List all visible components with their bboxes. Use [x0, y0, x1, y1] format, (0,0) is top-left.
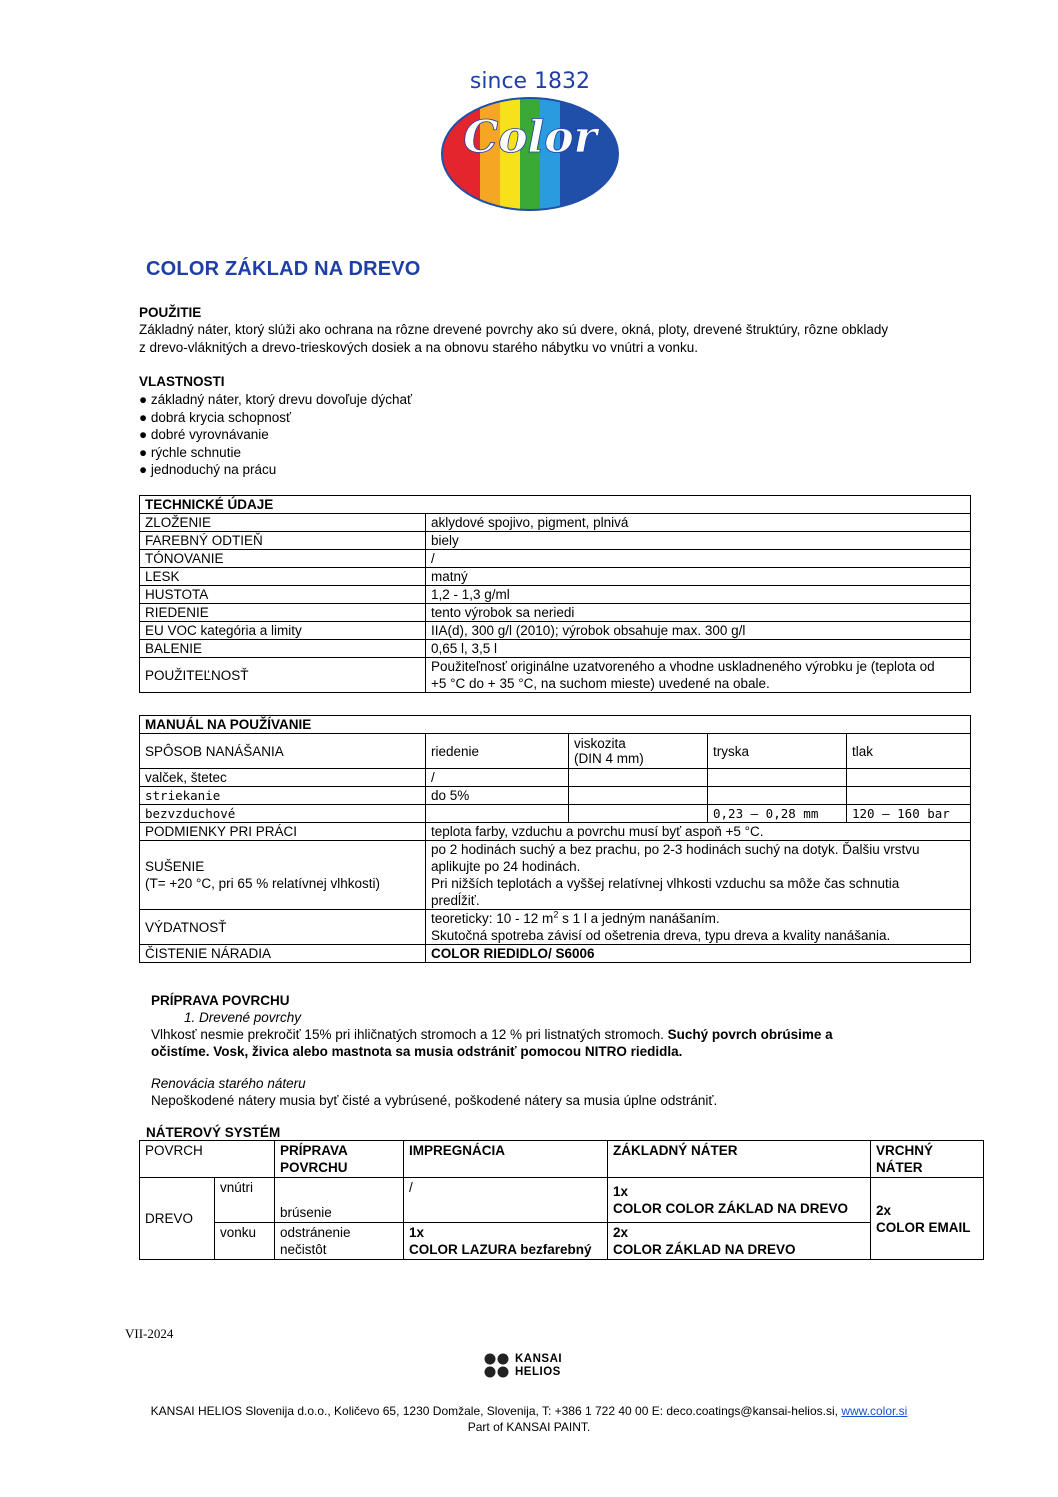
row-pressure	[847, 787, 971, 805]
viscosity-unit: (DIN 4 mm)	[574, 751, 644, 766]
row-method: bezvzduchové	[140, 805, 426, 823]
coverage-label: VÝDATNOSŤ	[140, 910, 426, 945]
drying-sublabel: (T= +20 °C, pri 65 % relatívnej vlhkosti)	[145, 876, 380, 891]
header-nozzle: tryska	[708, 734, 847, 769]
row-label: POUŽITEĽNOSŤ	[140, 658, 426, 693]
row-dilution: /	[426, 769, 569, 787]
col-top	[870, 1141, 983, 1178]
usage-line-1: Základný náter, ktorý slúži ako ochrana na rôzne drevené povrchy ako sú dvere, okná, ploty, drevené štruktúry, rôzne obklady	[139, 322, 889, 337]
col-label: VRCHNÝ	[875, 1143, 933, 1158]
coverage-line-1	[431, 910, 965, 927]
header-pressure: tlak	[847, 734, 971, 769]
row-value: aklydové spojivo, pigment, plnivá	[426, 514, 971, 532]
preparation-bold-text: Suchý povrch obrúsime a	[663, 1027, 833, 1042]
cleaning-label: ČISTENIE NÁRADIA	[140, 945, 426, 963]
technical-heading: TECHNICKÉ ÚDAJE	[140, 496, 971, 514]
row-label: TÓNOVANIE	[140, 550, 426, 568]
usability-line-1: Použiteľnosť originálne uzatvoreného a vhodne uskladneného výrobku je (teplota od	[431, 659, 935, 674]
technical-data-table	[139, 495, 971, 693]
svg-text:since 1832: since 1832	[469, 69, 591, 94]
table-row	[140, 1223, 984, 1260]
row-dilution: do 5%	[426, 787, 569, 805]
row-pressure	[847, 769, 971, 787]
product-title: COLOR ZÁKLAD NA DREVO	[146, 258, 421, 280]
usage-heading: POUŽITIE	[139, 305, 202, 320]
coverage-line-2: Skutočná spotreba závisí od ošetrenia dreva, typu dreva a kvality nanášania.	[431, 928, 891, 943]
table-row	[140, 787, 971, 805]
property-item: ● jednoduchý na prácu	[139, 462, 277, 477]
prep-inside: brúsenie	[274, 1178, 403, 1223]
brand-line-1: KANSAI	[515, 1353, 563, 1365]
row-viscosity	[569, 769, 708, 787]
header-viscosity	[569, 734, 708, 769]
coat-count: 2x	[612, 1225, 629, 1240]
row-label: RIEDENIE	[140, 604, 426, 622]
renovation-heading: Renovácia starého náteru	[151, 1076, 306, 1091]
system-header-row	[140, 1141, 984, 1178]
row-value: 1,2 - 1,3 g/ml	[426, 586, 971, 604]
row-value: 0,65 l, 3,5 l	[426, 640, 971, 658]
coverage-text: teoreticky: 10 - 12 m	[431, 911, 554, 926]
viscosity-label: viskozita	[574, 736, 626, 751]
address-text: KANSAI HELIOS Slovenija d.o.o., Količevo 65, 1230 Domžale, Slovenija, T: +386 1 722 40 00 E: deco.coatings@kansai-helios.si,	[150, 1404, 842, 1418]
coat-count: 1x	[408, 1225, 425, 1240]
row-value: IIA(d), 300 g/l (2010); výrobok obsahuje max. 300 g/l	[426, 622, 971, 640]
table-row	[140, 640, 971, 658]
col-label: POVRCHU	[279, 1160, 348, 1175]
table-row	[140, 805, 971, 823]
coat-name: COLOR ZÁKLAD NA DREVO	[612, 1242, 796, 1257]
table-row	[140, 550, 971, 568]
table-row	[140, 823, 971, 841]
row-value: matný	[426, 568, 971, 586]
coat-name: COLOR EMAIL	[875, 1219, 971, 1235]
col-surface: POVRCH	[140, 1141, 275, 1178]
col-label: PRÍPRAVA	[279, 1143, 348, 1158]
drying-line: aplikujte po 24 hodinách.	[431, 859, 581, 874]
impregnation-outside	[403, 1223, 607, 1260]
row-dilution	[426, 805, 569, 823]
row-nozzle	[708, 787, 847, 805]
manual-header-row	[140, 734, 971, 769]
prep-text: nečistôt	[279, 1242, 327, 1257]
row-viscosity	[569, 805, 708, 823]
property-item: ● základný náter, ktorý drevu dovoľuje dýchať	[139, 392, 413, 407]
document-date: VII-2024	[125, 1326, 174, 1341]
manual-heading: MANUÁL NA POUŽÍVANIE	[140, 716, 971, 734]
conditions-label: PODMIENKY PRI PRÁCI	[140, 823, 426, 841]
row-nozzle: 0,23 – 0,28 mm	[708, 805, 847, 823]
row-method: striekanie	[140, 787, 426, 805]
coverage-sup: 2	[553, 909, 559, 920]
table-row	[140, 841, 971, 910]
table-row	[140, 604, 971, 622]
preparation-text: Vlhkosť nesmie prekročiť 15% pri ihličnatých stromoch a 12 % pri listnatých stromoch.	[151, 1027, 664, 1042]
svg-text:Color: Color	[463, 112, 597, 163]
kansai-helios-logo	[483, 1353, 562, 1379]
prep-outside	[274, 1223, 403, 1260]
base-outside	[607, 1223, 870, 1260]
properties-list	[139, 391, 412, 479]
impregnation-inside: /	[403, 1178, 607, 1223]
usability-line-2: +5 °C do + 35 °C, na suchom mieste) uvedené na obale.	[431, 676, 770, 691]
drying-label: SUŠENIE	[145, 859, 205, 874]
top-coat	[870, 1178, 983, 1260]
header-method: SPÔSOB NANÁŠANIA	[140, 734, 426, 769]
preparation-text-2: očistíme. Vosk, živica alebo mastnota sa musia odstrániť pomocou NITRO riedidla.	[151, 1044, 683, 1059]
preparation-text-1	[151, 1026, 833, 1043]
col-preparation	[274, 1141, 403, 1178]
system-heading: NÁTEROVÝ SYSTÉM	[146, 1125, 281, 1140]
drying-label-cell	[140, 841, 426, 910]
row-label: EU VOC kategória a limity	[140, 622, 426, 640]
property-item: ● dobré vyrovnávanie	[139, 427, 269, 442]
row-label: BALENIE	[140, 640, 426, 658]
drying-line: po 2 hodinách suchý a bez prachu, po 2-3 hodinách suchý na dotyk. Ďalšiu vrstvu	[431, 842, 920, 857]
preparation-heading: PRÍPRAVA POVRCHU	[151, 993, 290, 1008]
row-value: biely	[426, 532, 971, 550]
row-value	[426, 658, 971, 693]
col-label: NÁTER	[875, 1160, 923, 1175]
color-logo	[440, 62, 620, 212]
row-nozzle	[708, 769, 847, 787]
table-row	[140, 1178, 984, 1223]
coat-name: COLOR LAZURA bezfarebný	[408, 1242, 592, 1257]
footer-part-of: Part of KANSAI PAINT.	[467, 1420, 591, 1434]
row-value: /	[426, 550, 971, 568]
drying-value	[426, 841, 971, 910]
coverage-value	[426, 910, 971, 945]
coverage-text: s 1 l a jedným nanášaním.	[558, 911, 720, 926]
footer-address	[0, 1403, 1058, 1420]
coat-count: 1x	[612, 1184, 629, 1199]
table-row	[140, 910, 971, 945]
drying-line: predĺžiť.	[431, 893, 480, 908]
conditions-value: teplota farby, vzduchu a povrchu musí byť aspoň +5 °C.	[426, 823, 971, 841]
table-row	[140, 622, 971, 640]
table-row	[140, 514, 971, 532]
col-base: ZÁKLADNÝ NÁTER	[607, 1141, 870, 1178]
property-item: ● dobrá krycia schopnosť	[139, 409, 292, 425]
properties-heading: VLASTNOSTI	[139, 374, 225, 389]
table-row	[140, 568, 971, 586]
table-row	[140, 945, 971, 963]
row-label: HUSTOTA	[140, 586, 426, 604]
row-label: LESK	[140, 568, 426, 586]
outside-label: vonku	[215, 1223, 275, 1260]
coating-system-table	[139, 1140, 984, 1260]
row-label: ZLOŽENIE	[140, 514, 426, 532]
coat-name: COLOR COLOR ZÁKLAD NA DREVO	[612, 1201, 848, 1216]
row-label: FAREBNÝ ODTIEŇ	[140, 532, 426, 550]
surface-cell: DREVO	[140, 1178, 215, 1260]
row-method: valček, štetec	[140, 769, 426, 787]
header-dilution: riedenie	[426, 734, 569, 769]
table-row	[140, 586, 971, 604]
preparation-item-1: 1. Drevené povrchy	[184, 1010, 302, 1025]
renovation-text: Nepoškodené nátery musia byť čisté a vybrúsené, poškodené nátery sa musia úplne odstrániť.	[151, 1093, 718, 1108]
base-inside	[607, 1178, 870, 1223]
property-item: ● rýchle schnutie	[139, 444, 241, 460]
row-value: tento výrobok sa neriedi	[426, 604, 971, 622]
drying-line: Pri nižších teplotách a vyššej relatívnej vlhkosti vzduchu sa môže čas schnutia	[431, 876, 900, 891]
website-link[interactable]: www.color.si	[841, 1404, 908, 1418]
table-row	[140, 532, 971, 550]
usage-line-2: z drevo-vláknitých a drevo-trieskových dosiek a na obnovu starého nábytku vo vnútri a vonku.	[139, 340, 699, 355]
manual-table	[139, 715, 971, 963]
table-row	[140, 769, 971, 787]
inside-label: vnútri	[215, 1178, 275, 1223]
col-impregnation: IMPREGNÁCIA	[403, 1141, 607, 1178]
dots-icon	[483, 1353, 511, 1379]
row-pressure: 120 – 160 bar	[847, 805, 971, 823]
coat-count: 2x	[875, 1202, 892, 1218]
prep-text: odstránenie	[279, 1225, 351, 1240]
cleaning-value: COLOR RIEDIDLO/ S6006	[426, 945, 971, 963]
row-viscosity	[569, 787, 708, 805]
table-row	[140, 658, 971, 693]
brand-line-2: HELIOS	[515, 1366, 561, 1378]
